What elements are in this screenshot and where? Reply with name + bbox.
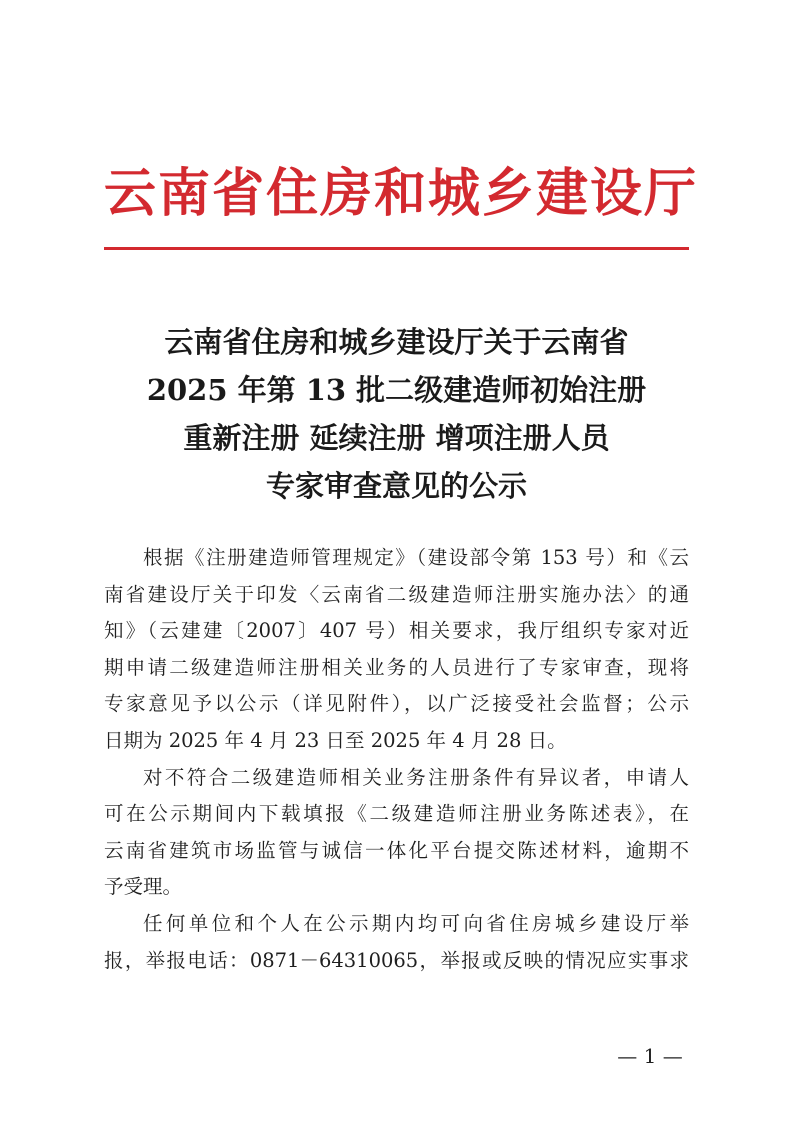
document-title <box>120 318 673 510</box>
title-line-2: 2025 年第 13 批二级建造师初始注册 <box>146 373 647 407</box>
agency-header: 云南省住房和城乡建设厅 <box>104 163 699 224</box>
body-line-12: 报，举报电话：0871－64310065，举报或反映的情况应实事求 <box>104 948 689 972</box>
body-line-4: 期申请二级建造师注册相关业务的人员进行了专家审查，现将 <box>104 655 689 679</box>
document-body <box>104 540 689 979</box>
body-line-3: 知》（云建建〔2007〕407 号）相关要求，我厅组织专家对近 <box>104 619 689 643</box>
body-line-8: 可在公示期间内下载填报《二级建造师注册业务陈述表》，在 <box>104 802 689 826</box>
red-header-rule <box>104 247 689 250</box>
body-line-11: 任何单位和个人在公示期内均可向省住房城乡建设厅举 <box>143 911 689 935</box>
title-line-1: 云南省住房和城乡建设厅关于云南省 <box>164 325 629 359</box>
title-line-4: 专家审查意见的公示 <box>265 469 527 503</box>
body-line-5: 专家意见予以公示（详见附件），以广泛接受社会监督；公示 <box>104 692 689 716</box>
title-line-3: 重新注册 延续注册 增项注册人员 <box>183 421 610 455</box>
body-line-10: 予受理。 <box>104 875 183 899</box>
body-line-1: 根据《注册建造师管理规定》（建设部令第 153 号）和《云 <box>143 546 689 569</box>
page-number: — 1 — <box>617 1044 683 1068</box>
body-line-9: 云南省建筑市场监管与诚信一体化平台提交陈述材料，逾期不 <box>104 838 689 862</box>
body-line-7: 对不符合二级建造师相关业务注册条件有异议者，申请人 <box>143 765 689 789</box>
body-line-6: 日期为 2025 年 4 月 23 日至 2025 年 4 月 28 日。 <box>104 728 567 752</box>
body-line-2: 南省建设厅关于印发〈云南省二级建造师注册实施办法〉的通 <box>104 582 689 606</box>
